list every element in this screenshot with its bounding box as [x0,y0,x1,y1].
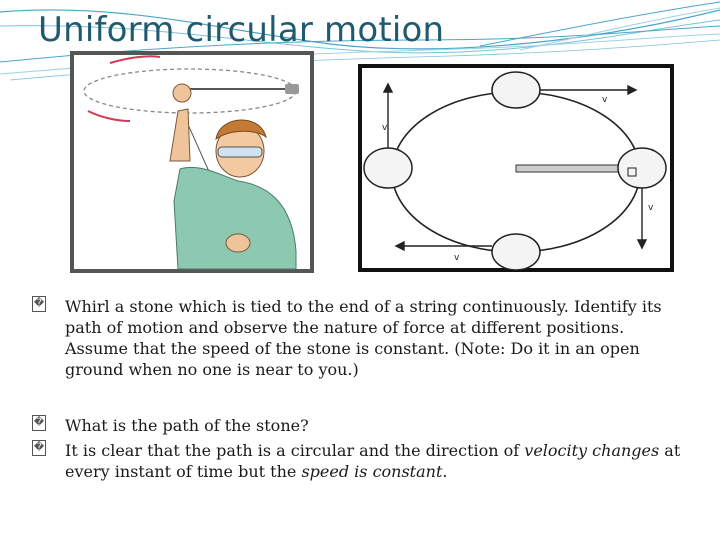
bullet-marker: � [32,440,46,456]
slide-title: Uniform circular motion [38,10,445,50]
bullet-text: Whirl a stone which is tied to the end of a string continuously. Identify its path of motion and observe the nature of force at different positions. Assume that the speed of the stone is constant. (Note: Do it in an open ground when no one is near to you.) [65,297,662,379]
svg-text:v: v [454,253,460,263]
bullet-marker: � [32,415,46,431]
answer-part-3: at every instant of time but the [65,441,681,481]
svg-text:v: v [382,123,388,133]
bullet-text: What is the path of the stone? [65,416,309,435]
circular-path-svg [358,64,674,272]
svg-text:v: v [648,203,654,213]
svg-text:v: v [602,95,608,105]
bullet-marker: � [32,296,46,312]
answer-emphasis-speed: speed is constant [301,462,443,481]
whirling-person-illustration [70,51,314,273]
whirling-stone-image [70,51,314,273]
answer-emphasis-velocity: velocity changes [524,441,660,460]
answer-part-5: . [442,462,448,481]
bullet-path-question [32,415,692,436]
bullet-whirl-stone [32,296,692,380]
bullet-text [32,440,692,482]
circular-path-diagram [358,64,674,272]
answer-part-1: It is clear that the path is a circular and the direction of [65,441,525,460]
bullet-circular-path-answer [32,440,692,482]
